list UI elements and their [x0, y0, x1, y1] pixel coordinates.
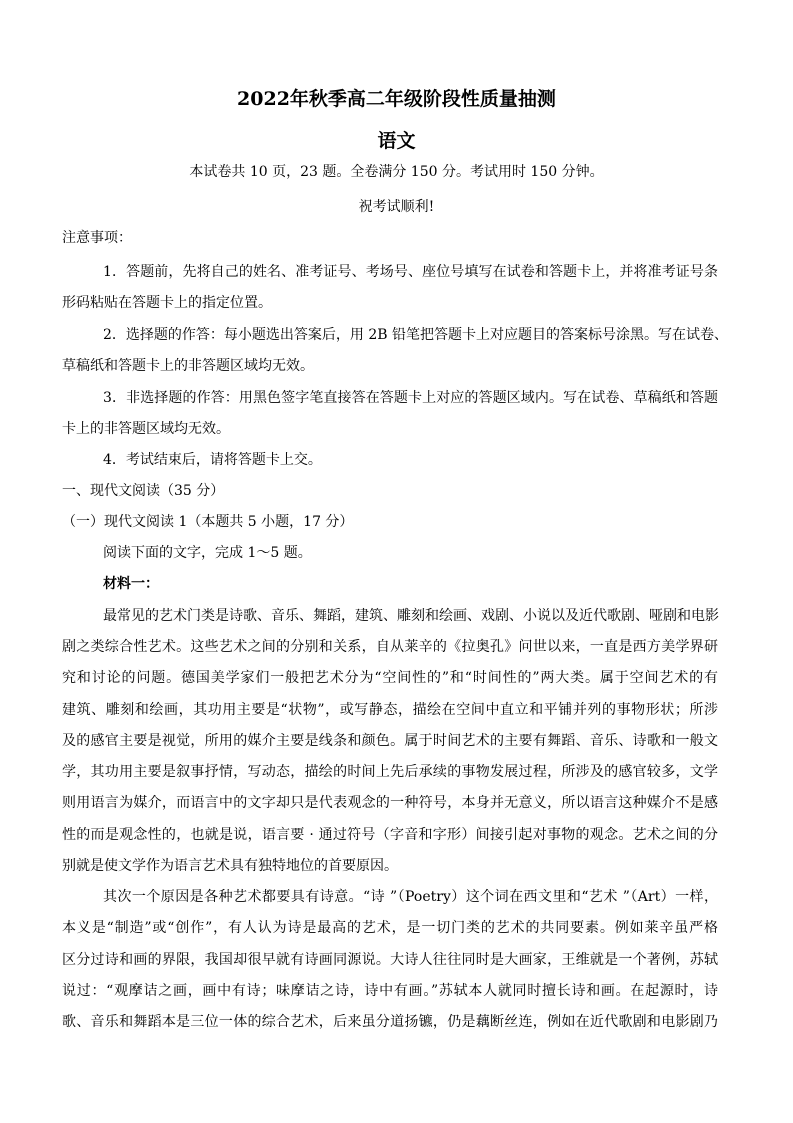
passage-line: 其次一个原因是各种艺术都要具有诗意。“诗 ”（Poetry）这个词在西文里和“艺术 ”（Art）一样，	[103, 889, 718, 905]
passage-line: 本义是“制造”或“创作”，有人认为诗是最高的艺术，是一切门类的艺术的共同要素。例如莱辛虽严格	[62, 920, 718, 936]
passage-line: 及的感官主要是视觉，所用的媒介主要是线条和颜色。属于时间艺术的主要有舞蹈、音乐、诗歌和一般文	[62, 733, 718, 749]
good-luck-text: 祝考试顺利!	[358, 199, 435, 215]
passage-line: 区分过诗和画的界限，我国却很早就有诗画同源说。大诗人往往同时是大画家，王维就是一个著例，苏轼	[62, 952, 718, 968]
subject-title: 语文	[377, 130, 416, 152]
passage-line: 则用语言为媒介，而语言中的文字却只是代表观念的一种符号，本身并无意义，所以语言这种媒介不是感	[62, 795, 718, 811]
passage-line: 性的而是观念性的，也就是说，语言要 · 通过符号（字音和字形）间接引起对事物的观念。艺术之间的分	[62, 827, 718, 843]
section-heading: 一、现代文阅读（35 分）	[62, 483, 225, 499]
passage-line: 究和讨论的问题。德国美学家们一般把艺术分为“空间性的”和“时间性的”两大类。属于空间艺术的有	[62, 670, 718, 686]
passage-line: 剧之类综合性艺术。这些艺术之间的分别和关系，自从莱辛的《拉奥孔》问世以来，一直是西方美学界研	[62, 639, 718, 655]
passage-line: 别就是使文学作为语言艺术具有独特地位的首要原因。	[62, 858, 398, 874]
note-line: 2．选择题的作答：每小题选出答案后，用 2B 铅笔把答题卡上对应题目的答案标号涂黑。写在试卷、	[103, 327, 729, 343]
exam-title: 2022年秋季高二年级阶段性质量抽测	[237, 88, 556, 110]
passage-line: 说过：“观摩诘之画，画中有诗；味摩诘之诗，诗中有画。”苏轼本人就同时擅长诗和画。在起源时，诗	[62, 983, 718, 999]
note-line: 形码粘贴在答题卡上的指定位置。	[62, 295, 272, 311]
subsection-heading: （一）现代文阅读 1（本题共 5 小题，17 分）	[62, 514, 354, 530]
passage-line: 最常见的艺术门类是诗歌、音乐、舞蹈，建筑、雕刻和绘画、戏剧、小说以及近代歌剧、哑剧和电影	[103, 608, 719, 624]
note-line: 草稿纸和答题卡上的非答题区域均无效。	[62, 358, 314, 374]
material-label: 材料一：	[103, 576, 159, 592]
exam-info: 本试卷共 10 页，23 题。全卷满分 150 分。考试用时 150 分钟。	[189, 164, 604, 180]
passage-line: 学，其功用主要是叙事抒情，写动态，描绘的时间上先后承续的事物发展过程，所涉及的感官较多，文学	[62, 764, 718, 780]
reading-instruction: 阅读下面的文字，完成 1～5 题。	[103, 545, 312, 561]
note-line: 3．非选择题的作答：用黑色签字笔直接答在答题卡上对应的答题区域内。写在试卷、草稿纸和答题	[103, 390, 718, 406]
passage-line: 建筑、雕刻和绘画，其功用主要是“状物”，或写静态，描绘在空间中直立和平铺并列的事物形状；所涉	[62, 702, 718, 718]
note-line: 4．考试结束后，请将答题卡上交。	[103, 452, 322, 468]
note-line: 1．答题前，先将自己的姓名、准考证号、考场号、座位号填写在试卷和答题卡上，并将准考证号条	[103, 264, 718, 280]
note-line: 卡上的非答题区域均无效。	[62, 421, 230, 437]
notes-heading: 注意事项：	[62, 230, 132, 246]
passage-line: 歌、音乐和舞蹈本是三位一体的综合艺术，后来虽分道扬镳，仍是藕断丝连，例如在近代歌剧和电影剧乃	[62, 1014, 718, 1030]
